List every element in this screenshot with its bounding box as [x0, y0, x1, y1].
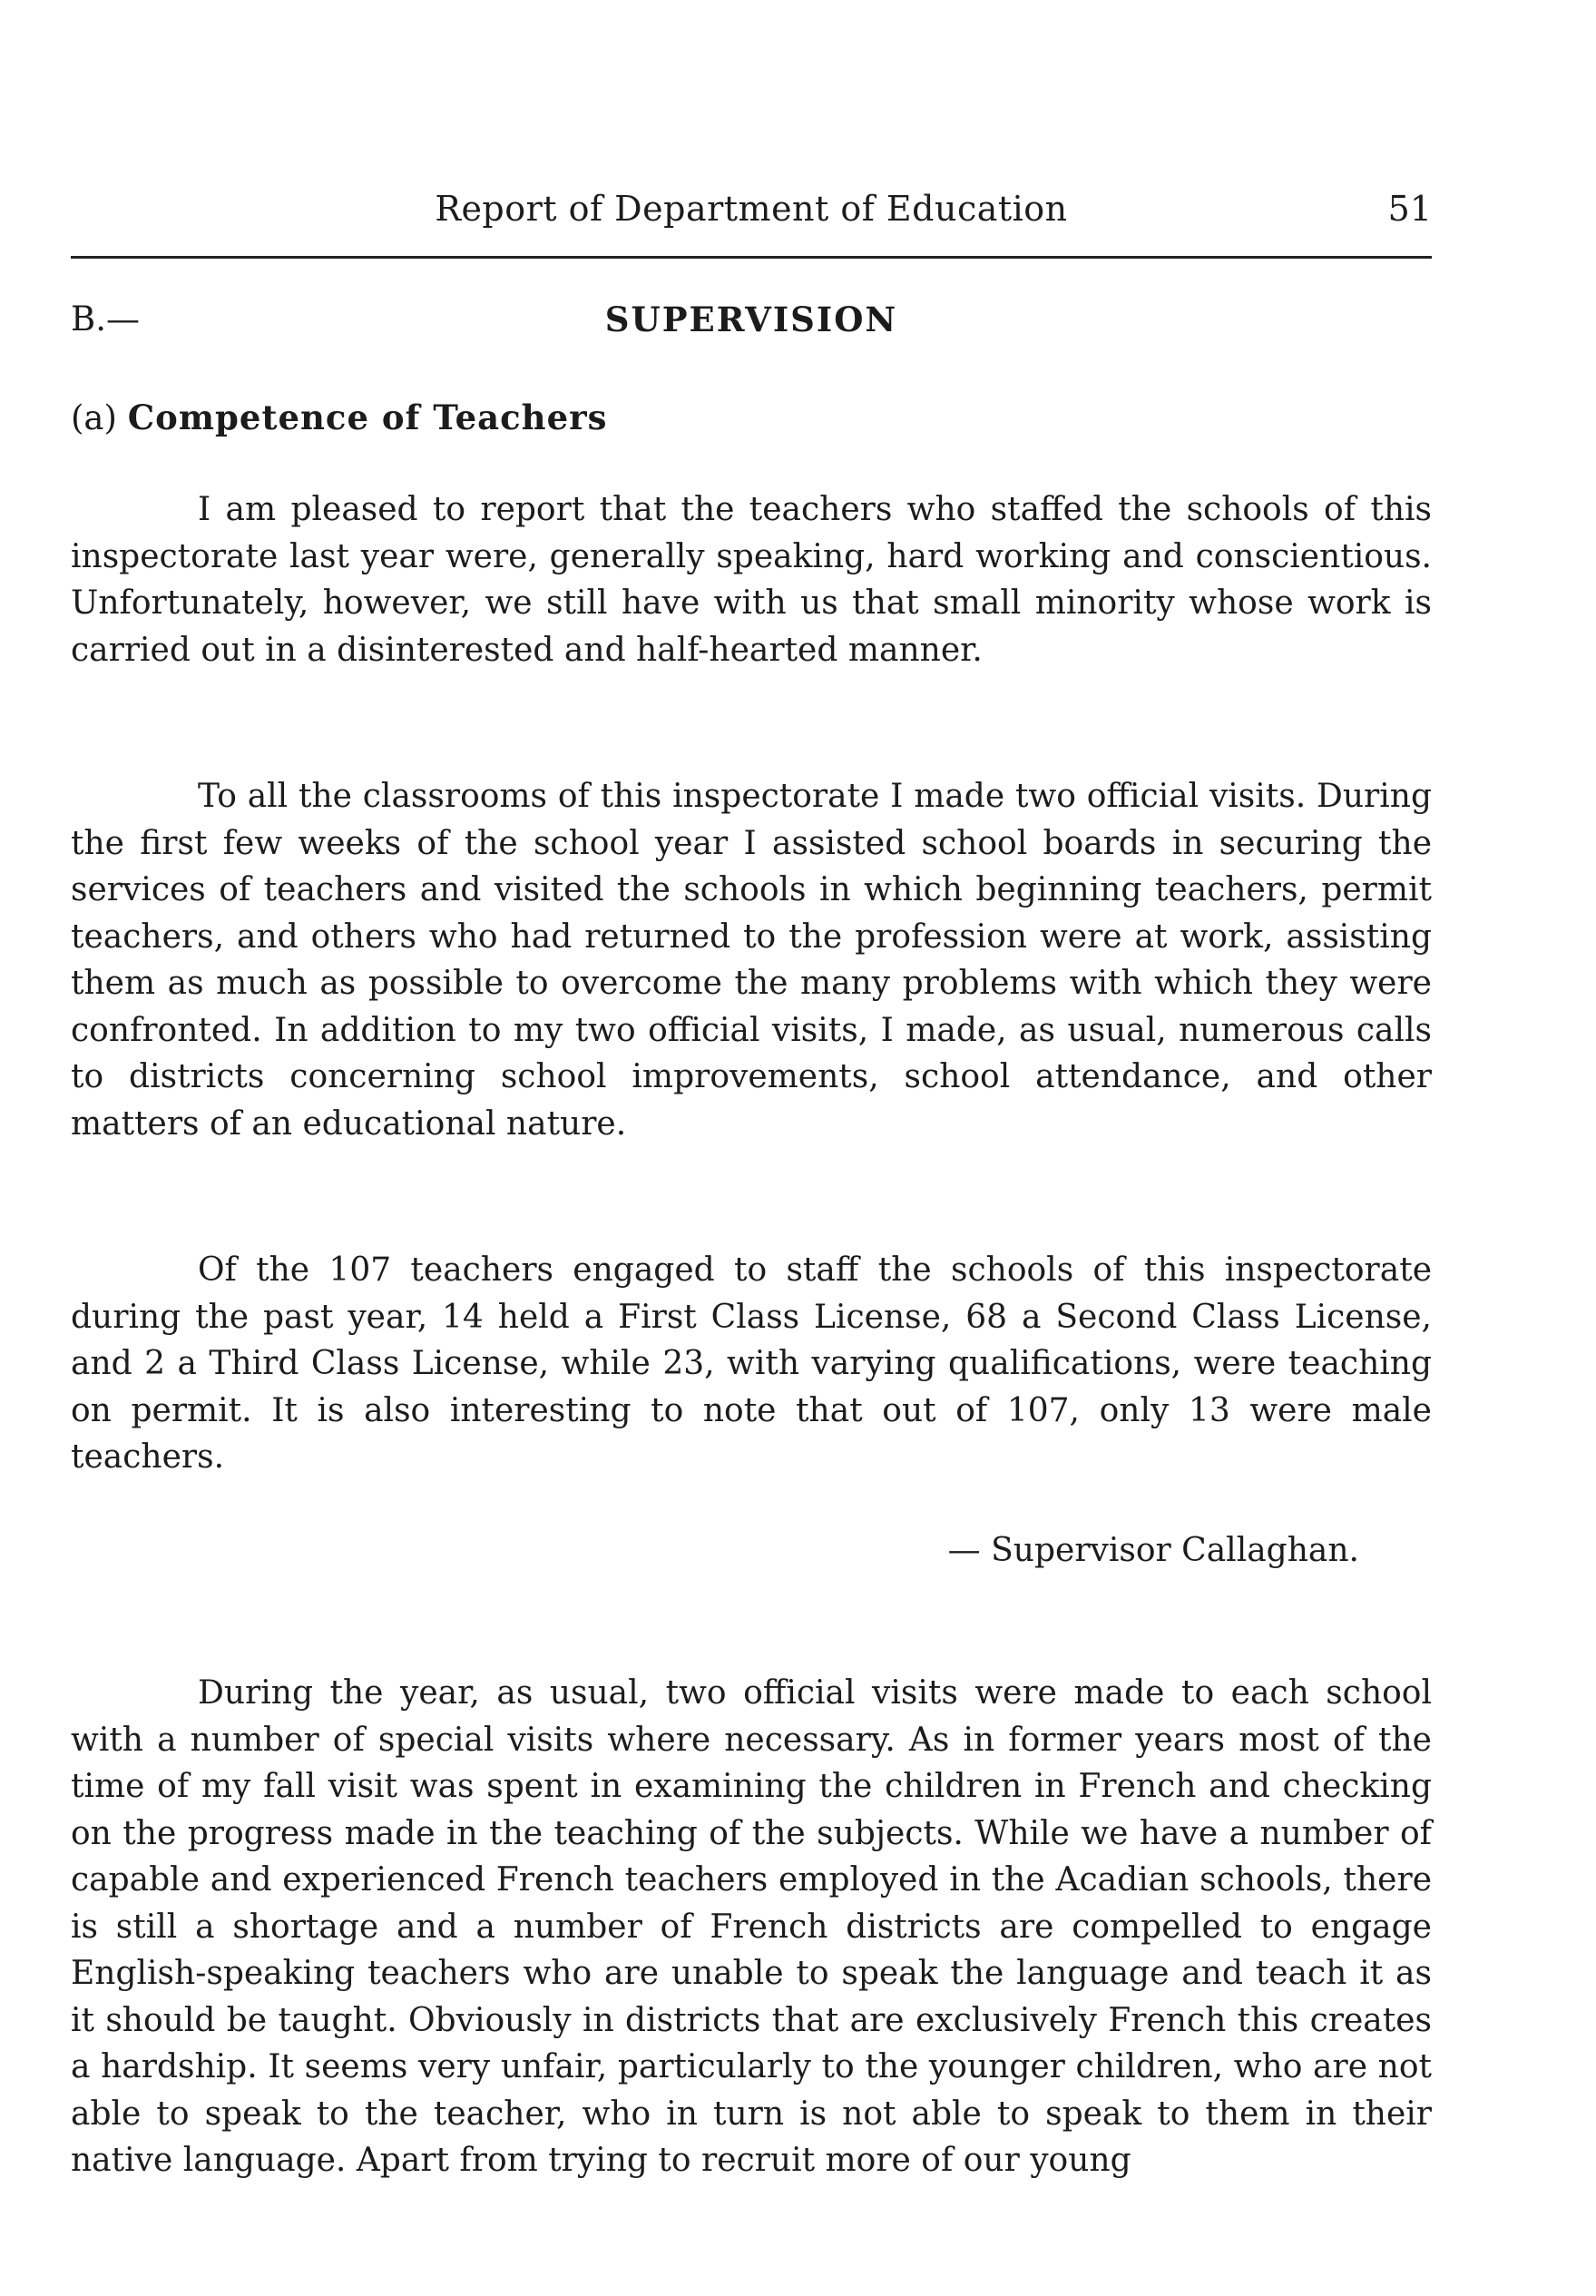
subsection-label: (a)	[71, 398, 117, 437]
paragraph: To all the classrooms of this inspectorate I made two official visits. During the first few weeks of the school year I assisted school boards in securing the services of teachers and visited the schools in which beginning teachers, permit teachers, and others who had returned to the profession were at work, assisting them as much as possible to overcome the many problems with which they were confronted. In addition to my two official visits, I made, as usual, numerous calls to districts concerning school improvements, school attendance, and other matters of an educational nature.	[71, 778, 1432, 1143]
section-heading	[71, 299, 1432, 354]
paragraph: I am pleased to report that the teachers who staffed the schools of this inspectorate last year were, generally speaking, hard working and conscientious. Unfortunately, however, we still have with us that small minority whose work is carried out in a disinterested and half-hearted manner.	[71, 491, 1432, 669]
subsection-heading	[71, 397, 607, 437]
section-title: SUPERVISION	[604, 299, 898, 339]
signature: — Supervisor Callaghan.	[947, 1532, 1359, 1569]
document-page	[71, 0, 1432, 2296]
paragraph: During the year, as usual, two official visits were made to each school with a number of special visits where necessary. As in former years most of the time of my fall visit was spent in examining the children in French and checking on the progress made in the teaching of the subjects. While we have a number of capable and experienced French teachers employed in the Acadian schools, there is still a shortage and a number of French districts are compelled to engage English-speaking teachers who are unable to speak the language and teach it as it should be taught. Obviously in districts that are exclusively French this creates a hardship. It seems very unfair, particularly to the younger children, who are not able to speak to the teacher, who in turn is not able to speak to them in their native language. Apart from trying to recruit more of our young	[71, 1674, 1432, 2179]
subsection-title: Competence of Teachers	[127, 397, 608, 437]
running-header	[71, 182, 1432, 245]
page-number: 51	[1387, 189, 1432, 229]
section-letter: B.—	[71, 299, 140, 339]
running-title: Report of Department of Education	[435, 189, 1068, 229]
header-rule	[71, 256, 1432, 259]
paragraph: Of the 107 teachers engaged to staff the schools of this inspectorate during the past year, 14 held a First Class License, 68 a Second Class License, and 2 a Third Class License, while 23, with varying qualifications, were teaching on permit. It is also interesting to note that out of 107, only 13 were male teachers.	[71, 1251, 1432, 1476]
